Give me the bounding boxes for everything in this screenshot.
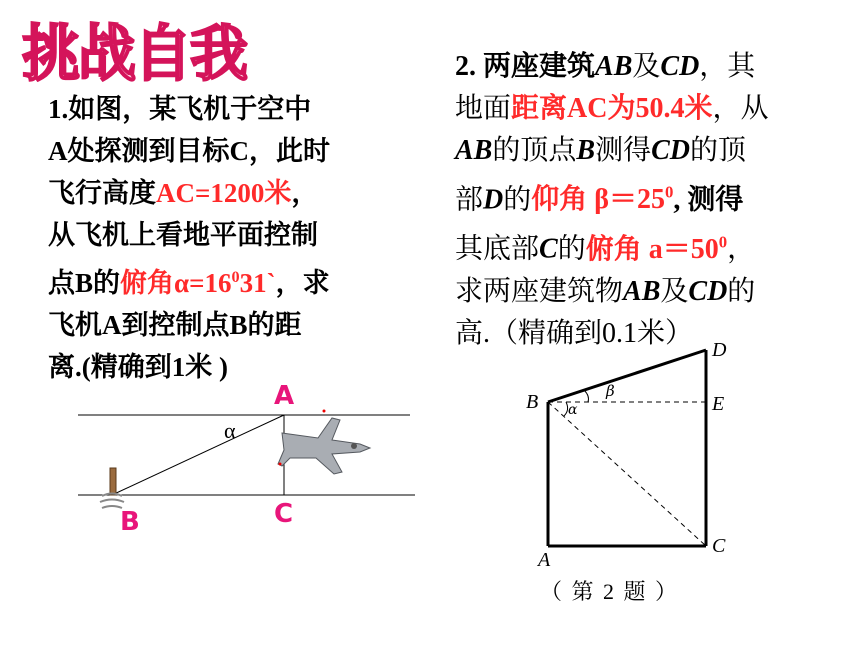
p1-line: 离.(精确到1米 ) <box>48 352 228 382</box>
p1-line: 飞行高度AC=1200米， <box>48 178 319 208</box>
p2-line: 部D的仰角 $\beta=25^0$, 测得 <box>455 183 744 216</box>
airplane-icon <box>278 418 370 474</box>
label-c: C <box>712 535 726 557</box>
label-a: A <box>274 381 295 411</box>
depression-angle: 俯角$\alpha=16^031`$ <box>120 268 276 298</box>
depression-angle-2: 俯角 $a=50^0$ <box>585 232 728 265</box>
label-a: A <box>538 549 551 570</box>
dashed-bc <box>548 402 706 546</box>
figure-1-diagram <box>70 378 420 538</box>
p1-line: 从飞机上看地平面控制 <box>48 220 318 250</box>
p2-line: 高.（精确到0.1米） <box>455 317 694 349</box>
label-alpha: α <box>568 402 578 418</box>
label-d: D <box>712 339 727 361</box>
p1-line: A处探测到目标C，此时 <box>48 136 330 166</box>
label-b: B <box>120 507 140 537</box>
height-value: AC=1200米 <box>156 178 292 208</box>
p1-line: 飞机A到控制点B的距 <box>48 310 302 340</box>
p2-line: AB的顶点B测得CD的顶 <box>455 135 746 166</box>
p1-line: 1.如图，某飞机于空中 <box>48 94 312 124</box>
p2-line: 求两座建筑物AB及CD的 <box>455 275 756 307</box>
figure-2-diagram <box>520 338 750 570</box>
elevation-angle: 仰角 $\beta=25^0$ <box>531 183 674 216</box>
p2-line: 地面距离AC为50.4米，从 <box>455 93 769 124</box>
distance-value: 距离AC为50.4米 <box>511 93 713 124</box>
figure-caption: （ 第 2 题 ） <box>540 579 680 604</box>
page-title: 挑战自我 <box>22 17 247 89</box>
p2-line: 2. 两座建筑AB及CD，其 <box>455 51 756 82</box>
line-bd <box>548 350 706 402</box>
label-alpha: α <box>224 418 236 443</box>
problem-2-text <box>455 46 833 355</box>
p1-line: 点B的俯角$\alpha=16^031`$，求 <box>48 268 330 298</box>
label-c: C <box>274 499 294 529</box>
control-point-post <box>100 468 124 508</box>
label-e: E <box>712 393 725 415</box>
label-beta: β <box>606 382 615 400</box>
problem-1-text <box>48 88 398 388</box>
label-b: B <box>526 391 539 413</box>
p2-line: 其底部C的俯角 $a=50^0$， <box>455 232 756 265</box>
sight-line-ab <box>112 415 284 495</box>
